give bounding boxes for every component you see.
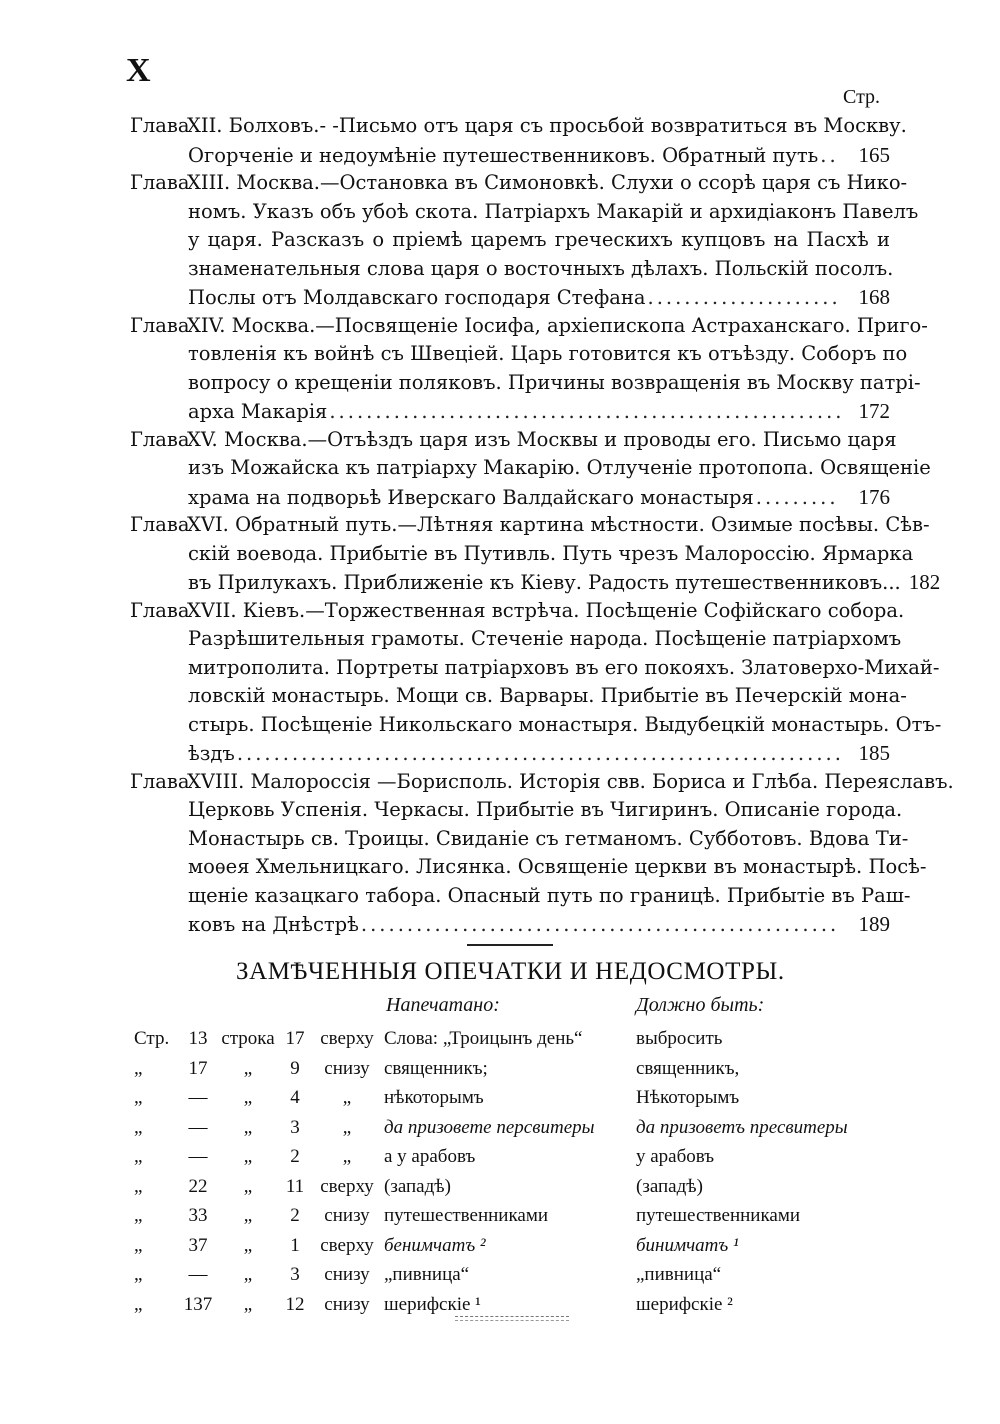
errata-line-number-cell: 12 <box>285 1293 305 1315</box>
toc-line <box>130 739 890 768</box>
dot-leader <box>820 142 840 171</box>
errata-str-cell: „ <box>134 1205 143 1226</box>
toc-entry <box>130 169 919 312</box>
toc-line <box>130 426 897 455</box>
toc-chapter-label: Глава <box>130 427 190 451</box>
errata-printed-header: Напечатано: <box>386 994 500 1016</box>
errata-page-cell: 22 <box>188 1175 208 1197</box>
toc-page-number: 172 <box>858 399 890 423</box>
errata-should-cell: священникъ, <box>636 1057 740 1079</box>
errata-str-cell: „ <box>134 1264 143 1285</box>
toc-entry <box>130 112 907 169</box>
errata-page-cell: 17 <box>188 1057 208 1079</box>
errata-should-cell: шерифскіе ² <box>636 1293 733 1315</box>
errata-row <box>128 1231 888 1261</box>
errata-str-cell: „ <box>134 1234 143 1256</box>
errata-printed-cell: священникъ; <box>384 1057 488 1079</box>
errata-str-cell: „ <box>134 1057 143 1079</box>
errata-line-number-cell: 2 <box>290 1146 300 1167</box>
toc-page-number: 168 <box>858 285 890 309</box>
errata-printed-cell: Слова: „Троицынъ день“ <box>384 1028 583 1049</box>
toc-line-text: товленія къ войнѣ съ Швеціей. Царь готовится къ отъѣзду. Соборъ по <box>188 342 908 365</box>
errata-line-word-cell: „ <box>243 1087 253 1108</box>
errata-should-cell: выбросить <box>636 1028 723 1049</box>
errata-direction-cell: сверху <box>320 1028 374 1049</box>
errata-line-word-cell: „ <box>243 1116 253 1138</box>
toc-line <box>130 597 905 626</box>
toc-page-number: 176 <box>858 484 890 509</box>
errata-line-number-cell: 4 <box>290 1087 300 1108</box>
errata-row <box>128 1142 888 1172</box>
errata-str-cell: „ <box>134 1293 143 1315</box>
errata-row <box>128 1054 888 1084</box>
errata-row <box>128 1113 888 1143</box>
toc-line-text: митрополита. Портреты патріарховъ въ его покояхъ. Златоверхо-Михай- <box>188 655 940 679</box>
errata-direction-cell: снизу <box>324 1293 370 1315</box>
toc-line <box>130 768 954 797</box>
errata-should-cell: да призоветъ пресвитеры <box>636 1116 848 1138</box>
errata-row <box>128 1172 888 1202</box>
toc-line-text: моѳея Хмельницкаго. Лисянка. Освященіе церкви въ монастырѣ. Посѣ- <box>188 855 927 878</box>
errata-direction-cell: „ <box>342 1116 352 1138</box>
errata-line-number-cell: 9 <box>290 1057 300 1079</box>
toc-line-text: XV. Москва.—Отъѣздъ царя изъ Москвы и проводы его. Письмо царя <box>187 427 897 451</box>
errata-line-number-cell: 3 <box>290 1116 300 1138</box>
toc-line-text: Монастырь св. Троицы. Свиданіе съ гетманомъ. Субботовъ. Вдова Ти- <box>188 826 909 850</box>
toc-line <box>130 540 914 569</box>
toc-chapter-label: Глава <box>130 171 190 194</box>
errata-page-cell: — <box>188 1146 208 1167</box>
errata-line-word-cell: „ <box>243 1264 253 1285</box>
toc-line <box>130 141 890 170</box>
toc-line-text: ловскій монастырь. Мощи св. Варвары. Прибытіе въ Печерскій мона- <box>188 684 907 707</box>
toc-line-text: скій воевода. Прибытіе въ Путивль. Путь чрезъ Малороссію. Ярмарка <box>188 541 914 565</box>
toc-page-number: 185 <box>858 741 890 765</box>
toc-chapter-label: Глава <box>130 114 190 137</box>
toc-entry <box>130 511 941 597</box>
toc-line <box>130 511 930 540</box>
toc-line <box>130 255 894 284</box>
toc-line <box>130 369 921 398</box>
errata-page-cell: — <box>188 1264 208 1285</box>
toc-line-text: стырь. Посѣщеніе Никольскаго монастыря. Выдубецкій монастырь. Отъ- <box>188 712 942 736</box>
toc-line <box>130 226 890 255</box>
errata-row <box>128 1024 888 1054</box>
toc-line-text: XVII. Кіевъ.—Торжественная встрѣча. Посѣщеніе Софійскаго собора. <box>187 598 905 622</box>
toc-line <box>130 625 902 654</box>
errata-printed-cell: (западѣ) <box>384 1175 451 1197</box>
toc-entry <box>130 426 931 512</box>
toc-line-text: въ Прилукахъ. Приближеніе къ Кіеву. Радость путешественниковъ... <box>188 571 901 594</box>
errata-page-cell: 33 <box>188 1205 208 1226</box>
errata-page-cell: — <box>188 1116 208 1138</box>
errata-direction-cell: снизу <box>324 1205 370 1226</box>
errata-should-cell: (западѣ) <box>636 1175 703 1197</box>
errata-str-cell: „ <box>134 1146 143 1167</box>
errata-line-word-cell: „ <box>243 1146 253 1167</box>
toc-line <box>130 654 940 683</box>
errata-title: ЗАМѢЧЕННЫЯ ОПЕЧАТКИ И НЕДОСМОТРЫ. <box>236 958 785 985</box>
errata-should-cell: у арабовъ <box>636 1146 715 1167</box>
table-of-contents <box>130 112 954 939</box>
errata-printed-cell: шерифскіе ¹ <box>384 1293 481 1315</box>
toc-line <box>130 910 890 939</box>
errata-row <box>128 1290 888 1320</box>
dot-leader <box>756 484 840 513</box>
errata-page-cell: 37 <box>188 1234 208 1256</box>
toc-line-text: ковъ на Днѣстрѣ <box>188 913 359 936</box>
toc-line <box>130 711 942 740</box>
errata-line-number-cell: 1 <box>290 1234 300 1256</box>
toc-line-text: XII. Болховъ.- -Письмо отъ царя съ просьбой возвратиться въ Москву. <box>187 114 907 137</box>
errata-printed-cell: „пивница“ <box>384 1264 470 1285</box>
toc-page-number: 165 <box>858 142 890 167</box>
errata-direction-cell: сверху <box>320 1175 374 1197</box>
toc-chapter-label: Глава <box>130 513 190 536</box>
errata-should-cell: Нѣкоторымъ <box>636 1087 740 1108</box>
toc-line <box>130 882 911 911</box>
toc-line <box>130 796 903 825</box>
errata-row <box>128 1083 888 1113</box>
errata-table <box>128 1024 888 1319</box>
errata-line-word-cell: „ <box>243 1057 253 1079</box>
toc-page-number: 182 <box>908 570 941 594</box>
page-column-header: Стр. <box>843 86 881 108</box>
errata-should-header: Должно быть: <box>636 994 765 1016</box>
dot-leader <box>237 740 840 769</box>
page-number-roman: X <box>126 52 152 89</box>
toc-line-text: арха Макарія <box>188 400 328 423</box>
toc-line <box>130 112 907 141</box>
toc-line-text: Послы отъ Молдавскаго господаря Стефана <box>188 286 646 309</box>
errata-direction-cell: „ <box>342 1087 352 1108</box>
errata-should-cell: „пивница“ <box>636 1264 722 1285</box>
errata-row <box>128 1201 888 1231</box>
toc-line <box>130 198 919 227</box>
toc-line-text: ѣздъ <box>188 742 235 765</box>
toc-line-text: Церковь Успенія. Черкасы. Прибытіе въ Чигиринъ. Описаніе города. <box>188 798 903 821</box>
toc-entry <box>130 597 942 768</box>
toc-line-text: XVIII. Малороссія —Борисполь. Исторія свв. Бориса и Глѣба. Переяславъ. <box>187 769 954 793</box>
errata-line-number-cell: 3 <box>290 1264 300 1285</box>
toc-entry <box>130 312 928 426</box>
errata-printed-cell: бенимчатъ ² <box>384 1234 486 1256</box>
toc-line <box>130 312 928 341</box>
errata-str-cell: „ <box>134 1175 143 1197</box>
errata-page-cell: — <box>188 1087 208 1108</box>
toc-line <box>130 568 941 597</box>
toc-line-text: номъ. Указъ объ убоѣ скота. Патріархъ Макарій и архидіаконъ Павелъ <box>188 199 919 223</box>
toc-line-text: щеніе казацкаго табора. Опасный путь по границѣ. Прибытіе въ Раш- <box>188 883 911 907</box>
toc-line-text: Разрѣшительныя грамоты. Стеченіе народа. Посѣщеніе патріархомъ <box>188 627 902 650</box>
toc-line <box>130 825 909 854</box>
toc-line <box>130 397 890 426</box>
errata-direction-cell: сверху <box>320 1234 374 1256</box>
toc-page-number: 189 <box>858 912 890 936</box>
errata-page-cell: 137 <box>183 1293 213 1315</box>
errata-str-cell: Стр. <box>134 1028 170 1049</box>
toc-line-text: Огорченіе и недоумѣніе путешественниковъ. Обратный путь <box>188 143 819 167</box>
errata-direction-cell: снизу <box>324 1264 370 1285</box>
dot-leader <box>329 398 840 427</box>
toc-line-text: XIII. Москва.—Остановка въ Симоновкѣ. Слухи о ссорѣ царя съ Нико- <box>187 171 908 194</box>
decorative-mark <box>455 1316 569 1321</box>
toc-line-text: изъ Можайска къ патріарху Макарію. Отлученіе протопопа. Освященіе <box>188 456 931 479</box>
toc-line-text: XIV. Москва.—Посвященіе Іосифа, архіепископа Астраханскаго. Приго- <box>187 313 928 337</box>
section-divider <box>467 944 553 946</box>
errata-line-word-cell: „ <box>243 1175 253 1197</box>
errata-direction-cell: „ <box>342 1146 352 1167</box>
errata-should-cell: путешественниками <box>636 1205 801 1226</box>
errata-printed-cell: нѣкоторымъ <box>384 1087 484 1108</box>
errata-printed-cell: да призовете персвитеры <box>384 1116 595 1138</box>
errata-line-word-cell: „ <box>243 1234 253 1256</box>
errata-str-cell: „ <box>134 1087 143 1108</box>
toc-entry <box>130 768 954 939</box>
errata-line-number-cell: 2 <box>290 1205 300 1226</box>
errata-direction-cell: снизу <box>324 1057 370 1079</box>
toc-line-text: XVI. Обратный путь.—Лѣтняя картина мѣстности. Озимые посѣвы. Сѣв- <box>187 513 930 536</box>
toc-chapter-label: Глава <box>130 598 190 622</box>
errata-line-word-cell: „ <box>243 1205 253 1226</box>
toc-line-text: знаменательныя слова царя о восточныхъ дѣлахъ. Польскій посолъ. <box>188 256 894 280</box>
toc-line-text: храма на подворьѣ Иверскаго Валдайскаго монастыря <box>188 485 754 509</box>
errata-str-cell: „ <box>134 1116 143 1138</box>
errata-line-word-cell: строка <box>221 1028 275 1049</box>
errata-printed-cell: а у арабовъ <box>384 1146 476 1167</box>
toc-chapter-label: Глава <box>130 769 190 793</box>
errata-should-cell: бинимчатъ ¹ <box>636 1234 739 1256</box>
errata-line-number-cell: 11 <box>285 1175 305 1197</box>
toc-line-text: у царя. Разсказъ о пріемѣ царемъ греческихъ купцовъ на Пасхѣ и <box>188 228 890 251</box>
toc-line-text: вопросу о крещеніи поляковъ. Причины возвращенія въ Москву патрі- <box>188 370 921 394</box>
toc-line <box>130 283 890 312</box>
toc-line <box>130 483 890 512</box>
dot-leader <box>648 284 841 313</box>
toc-line <box>130 340 908 369</box>
errata-line-word-cell: „ <box>243 1293 253 1315</box>
toc-chapter-label: Глава <box>130 313 190 337</box>
errata-line-number-cell: 17 <box>285 1028 305 1049</box>
toc-line <box>130 853 927 882</box>
toc-line <box>130 454 931 483</box>
errata-page-cell: 13 <box>188 1028 208 1049</box>
errata-row <box>128 1260 888 1290</box>
errata-printed-cell: путешественниками <box>384 1205 549 1226</box>
toc-line <box>130 682 907 711</box>
toc-line <box>130 169 908 198</box>
dot-leader <box>361 911 840 940</box>
